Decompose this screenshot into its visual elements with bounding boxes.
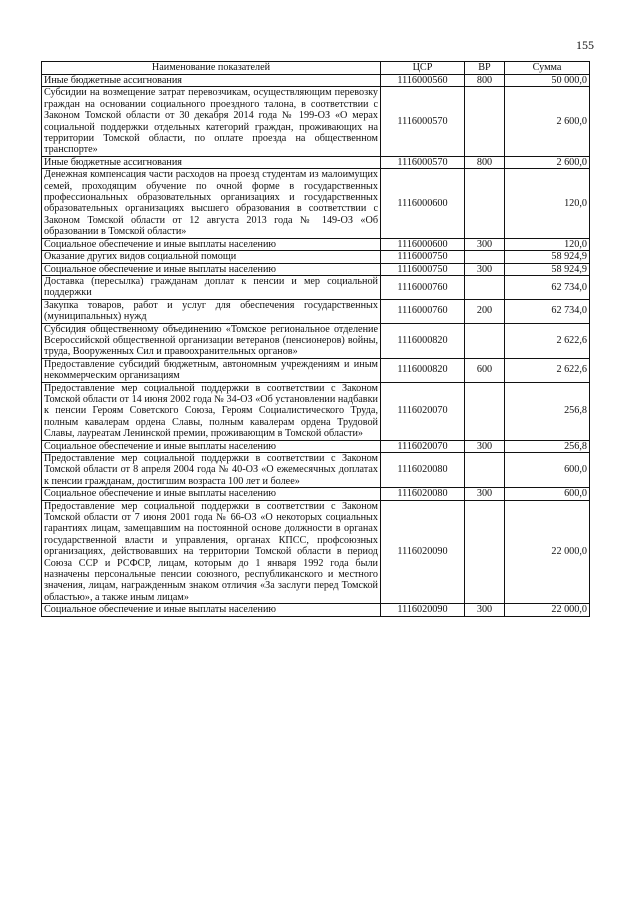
row-vr xyxy=(465,275,505,299)
row-name: Социальное обеспечение и иные выплаты населению xyxy=(42,263,381,275)
row-name: Социальное обеспечение и иные выплаты населению xyxy=(42,488,381,500)
row-sum: 120,0 xyxy=(505,169,590,238)
table-row xyxy=(42,358,590,382)
row-sum: 256,8 xyxy=(505,440,590,452)
row-csr: 1116020070 xyxy=(381,382,465,440)
row-name: Субсидия общественному объединению «Томское региональное отделение Всероссийской общественной организации ветеранов (пенсионеров) войны, труда, Вооруженных Сил и правоохранительных органов» xyxy=(42,323,381,358)
row-name: Иные бюджетные ассигнования xyxy=(42,156,381,168)
table-row xyxy=(42,87,590,156)
row-sum: 2 600,0 xyxy=(505,87,590,156)
page-number: 155 xyxy=(576,38,594,52)
row-vr xyxy=(465,453,505,488)
row-vr: 300 xyxy=(465,488,505,500)
table-row xyxy=(42,169,590,238)
row-name: Социальное обеспечение и иные выплаты населению xyxy=(42,238,381,250)
row-vr: 300 xyxy=(465,440,505,452)
budget-table xyxy=(41,61,590,617)
table-row xyxy=(42,440,590,452)
table-row xyxy=(42,604,590,616)
row-name: Денежная компенсация части расходов на проезд студентам из малоимущих семей, проходящим обучение по очной форме в государственных профессиональных образовательных организациях и государственных образовательных организациях высшего образования в соответствии с Законом Томской области от 12 августа 2013 года № 149-ОЗ «Об образовании в Томской области» xyxy=(42,169,381,238)
row-csr: 1116000750 xyxy=(381,263,465,275)
table-row xyxy=(42,453,590,488)
table-row xyxy=(42,251,590,263)
header-vr: ВР xyxy=(465,62,505,75)
row-vr xyxy=(465,169,505,238)
row-sum: 22 000,0 xyxy=(505,500,590,604)
table-header-row xyxy=(42,62,590,75)
row-csr: 1116020080 xyxy=(381,488,465,500)
row-name: Доставка (пересылка) гражданам доплат к пенсии и мер социальной поддержки xyxy=(42,275,381,299)
row-csr: 1116000570 xyxy=(381,87,465,156)
row-csr: 1116000600 xyxy=(381,169,465,238)
row-sum: 62 734,0 xyxy=(505,275,590,299)
row-csr: 1116020070 xyxy=(381,440,465,452)
header-sum: Сумма xyxy=(505,62,590,75)
row-name: Оказание других видов социальной помощи xyxy=(42,251,381,263)
row-sum: 600,0 xyxy=(505,453,590,488)
table-row xyxy=(42,500,590,604)
row-csr: 1116000560 xyxy=(381,75,465,87)
row-csr: 1116020090 xyxy=(381,604,465,616)
table-row xyxy=(42,238,590,250)
row-vr: 200 xyxy=(465,299,505,323)
row-vr: 800 xyxy=(465,75,505,87)
row-csr: 1116000760 xyxy=(381,275,465,299)
row-csr: 1116020090 xyxy=(381,500,465,604)
row-sum: 120,0 xyxy=(505,238,590,250)
row-csr: 1116000570 xyxy=(381,156,465,168)
row-sum: 58 924,9 xyxy=(505,263,590,275)
table-row xyxy=(42,275,590,299)
table-row xyxy=(42,323,590,358)
row-csr: 1116000600 xyxy=(381,238,465,250)
row-csr: 1116000760 xyxy=(381,299,465,323)
row-sum: 2 600,0 xyxy=(505,156,590,168)
table-row xyxy=(42,488,590,500)
row-name: Социальное обеспечение и иные выплаты населению xyxy=(42,440,381,452)
row-vr: 300 xyxy=(465,604,505,616)
table-row xyxy=(42,263,590,275)
row-vr: 600 xyxy=(465,358,505,382)
table-row xyxy=(42,382,590,440)
row-sum: 50 000,0 xyxy=(505,75,590,87)
row-name: Предоставление мер социальной поддержки в соответствии с Законом Томской области от 14 июня 2002 года № 34-ОЗ «Об установлении надбавки к пенсии Героям Советского Союза, Героям Социалистического Труда, полным кавалерам ордена Славы, полным кавалерам ордена Трудовой Славы, лауреатам Ленинской премии, проживающим в Томской области» xyxy=(42,382,381,440)
row-name: Субсидии на возмещение затрат перевозчикам, осуществляющим перевозку граждан на основании социального проездного талона, в соответствии с Законом Томской области от 30 декабря 2014 года № 199-ОЗ «О мерах социальной поддержки отдельных категорий граждан, проживающих на территории Томской области, по оплате проезда на общественном транспорте» xyxy=(42,87,381,156)
row-csr: 1116000750 xyxy=(381,251,465,263)
row-name: Иные бюджетные ассигнования xyxy=(42,75,381,87)
row-sum: 2 622,6 xyxy=(505,358,590,382)
row-name: Социальное обеспечение и иные выплаты населению xyxy=(42,604,381,616)
row-vr: 300 xyxy=(465,263,505,275)
row-vr xyxy=(465,323,505,358)
row-csr: 1116000820 xyxy=(381,358,465,382)
row-vr xyxy=(465,251,505,263)
row-vr xyxy=(465,382,505,440)
row-vr: 800 xyxy=(465,156,505,168)
row-sum: 58 924,9 xyxy=(505,251,590,263)
row-vr xyxy=(465,500,505,604)
row-name: Закупка товаров, работ и услуг для обеспечения государственных (муниципальных) нужд xyxy=(42,299,381,323)
row-sum: 2 622,6 xyxy=(505,323,590,358)
table-row xyxy=(42,75,590,87)
table-row xyxy=(42,156,590,168)
row-sum: 256,8 xyxy=(505,382,590,440)
row-sum: 62 734,0 xyxy=(505,299,590,323)
header-name: Наименование показателей xyxy=(42,62,381,75)
row-csr: 1116000820 xyxy=(381,323,465,358)
header-csr: ЦСР xyxy=(381,62,465,75)
row-name: Предоставление субсидий бюджетным, автономным учреждениям и иным некоммерческим организациям xyxy=(42,358,381,382)
row-csr: 1116020080 xyxy=(381,453,465,488)
row-vr xyxy=(465,87,505,156)
row-name: Предоставление мер социальной поддержки в соответствии с Законом Томской области от 7 июня 2001 года № 66-ОЗ «О некоторых социальных гарантиях лицам, замещавшим на постоянной основе должности в органах государственной власти и управления, органах КПСС, профсоюзных организациях, действовавших на территории Томской области в период Союза ССР и РСФСР, лицам, которым до 1 января 1992 года были назначены персональные пенсии союзного, республиканского и местного значения, лицам, награжденным знаком отличия «За заслуги перед Томской областью», а также иным лицам» xyxy=(42,500,381,604)
row-sum: 22 000,0 xyxy=(505,604,590,616)
table-row xyxy=(42,299,590,323)
row-vr: 300 xyxy=(465,238,505,250)
row-sum: 600,0 xyxy=(505,488,590,500)
row-name: Предоставление мер социальной поддержки в соответствии с Законом Томской области от 8 апреля 2004 года № 40-ОЗ «О ежемесячных доплатах к пенсии гражданам, достигшим возраста 100 лет и более» xyxy=(42,453,381,488)
